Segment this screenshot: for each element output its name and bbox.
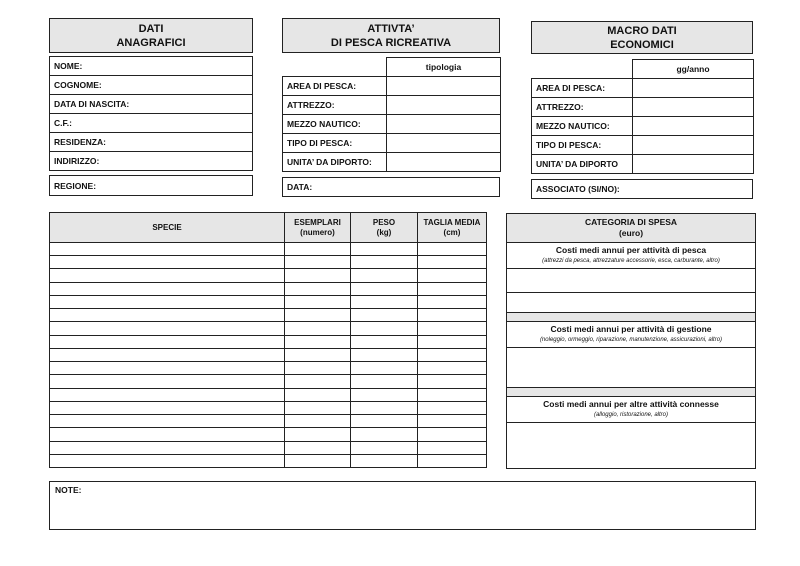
- taglia-cell[interactable]: [418, 375, 487, 388]
- taglia-cell[interactable]: [418, 362, 487, 375]
- associato-field[interactable]: ASSOCIATO (SI/NO):: [531, 179, 753, 199]
- note-box[interactable]: [49, 481, 756, 530]
- esemplari-column-header: [285, 213, 351, 243]
- esemplari-cell[interactable]: [285, 348, 351, 361]
- taglia-cell[interactable]: [418, 348, 487, 361]
- taglia-label: TAGLIA MEDIA: [423, 217, 481, 227]
- esemplari-cell[interactable]: [285, 282, 351, 295]
- peso-cell[interactable]: [351, 282, 418, 295]
- peso-cell[interactable]: [351, 295, 418, 308]
- peso-cell[interactable]: [351, 375, 418, 388]
- data-field[interactable]: DATA:: [282, 177, 500, 197]
- specie-cell[interactable]: [50, 401, 285, 414]
- peso-cell[interactable]: [351, 454, 418, 467]
- table-row: [50, 362, 487, 375]
- taglia-cell[interactable]: [418, 256, 487, 269]
- esemplari-cell[interactable]: [285, 256, 351, 269]
- esemplari-cell[interactable]: [285, 415, 351, 428]
- costi-gestione-input[interactable]: [507, 348, 755, 387]
- peso-cell[interactable]: [351, 309, 418, 322]
- peso-cell[interactable]: [351, 362, 418, 375]
- peso-cell[interactable]: [351, 428, 418, 441]
- taglia-cell[interactable]: [418, 322, 487, 335]
- macro-attrezzo-input[interactable]: [633, 98, 754, 117]
- peso-cell[interactable]: [351, 256, 418, 269]
- costs-panel: [506, 213, 756, 469]
- table-row: [50, 415, 487, 428]
- peso-label: PESO: [372, 217, 396, 227]
- taglia-cell[interactable]: [418, 388, 487, 401]
- costi-altre-subtitle: (alloggio, ristorazione, altro): [593, 412, 669, 418]
- attivita-attrezzo-label: ATTREZZO:: [283, 96, 387, 115]
- macro-tipo-label: TIPO DI PESCA:: [532, 136, 633, 155]
- peso-column-header: [351, 213, 418, 243]
- peso-unit: (kg): [376, 227, 392, 237]
- attivita-blank-corner: [283, 58, 387, 77]
- esemplari-cell[interactable]: [285, 335, 351, 348]
- esemplari-cell[interactable]: [285, 441, 351, 454]
- esemplari-cell[interactable]: [285, 454, 351, 467]
- specie-cell[interactable]: [50, 415, 285, 428]
- species-table-body: [50, 243, 487, 468]
- costs-header-title: CATEGORIA DI SPESA: [584, 217, 678, 227]
- esemplari-unit: (numero): [300, 227, 335, 237]
- attivita-attrezzo-input[interactable]: [387, 96, 501, 115]
- dati-anagrafici-title-line1: DATI: [138, 22, 164, 35]
- dati-anagrafici-header: [49, 18, 253, 53]
- esemplari-cell[interactable]: [285, 375, 351, 388]
- costi-altre-heading: [507, 397, 755, 423]
- esemplari-cell[interactable]: [285, 309, 351, 322]
- attivita-title-line1: ATTIVTA’: [367, 22, 415, 35]
- specie-cell[interactable]: [50, 256, 285, 269]
- specie-cell[interactable]: [50, 295, 285, 308]
- table-row: [50, 309, 487, 322]
- costi-gestione-heading: [507, 322, 755, 348]
- specie-cell[interactable]: [50, 335, 285, 348]
- taglia-cell[interactable]: [418, 441, 487, 454]
- taglia-cell[interactable]: [418, 415, 487, 428]
- taglia-cell[interactable]: [418, 269, 487, 282]
- macro-area-label: AREA DI PESCA:: [532, 79, 633, 98]
- macro-area-input[interactable]: [633, 79, 754, 98]
- table-row: [50, 454, 487, 467]
- table-row: [50, 401, 487, 414]
- nome-field[interactable]: NOME:: [50, 57, 253, 76]
- residenza-field[interactable]: RESIDENZA:: [50, 133, 253, 152]
- indirizzo-field[interactable]: INDIRIZZO:: [50, 152, 253, 171]
- data-nascita-field[interactable]: DATA DI NASCITA:: [50, 95, 253, 114]
- costi-gestione-subtitle: (noleggio, ormeggio, riparazione, manutenzione, assicurazioni, altro): [539, 337, 723, 343]
- macro-mezzo-label: MEZZO NAUTICO:: [532, 117, 633, 136]
- macro-tipo-input[interactable]: [633, 136, 754, 155]
- taglia-cell[interactable]: [418, 454, 487, 467]
- dati-anagrafici-title-line2: ANAGRAFICI: [116, 36, 186, 49]
- attivita-title-line2: DI PESCA RICREATIVA: [330, 36, 452, 49]
- table-row: [50, 282, 487, 295]
- peso-cell[interactable]: [351, 269, 418, 282]
- esemplari-cell[interactable]: [285, 388, 351, 401]
- attivita-unita-input[interactable]: [387, 153, 501, 172]
- specie-cell[interactable]: [50, 309, 285, 322]
- specie-cell[interactable]: [50, 348, 285, 361]
- attivita-tipo-input[interactable]: [387, 134, 501, 153]
- table-row: [50, 322, 487, 335]
- taglia-cell[interactable]: [418, 401, 487, 414]
- taglia-column-header: [418, 213, 487, 243]
- taglia-cell[interactable]: [418, 282, 487, 295]
- attivita-mezzo-label: MEZZO NAUTICO:: [283, 115, 387, 134]
- gg-anno-header: gg/anno: [633, 60, 754, 79]
- table-row: [50, 388, 487, 401]
- macro-header: [531, 21, 753, 54]
- peso-cell[interactable]: [351, 441, 418, 454]
- attivita-area-input[interactable]: [387, 77, 501, 96]
- specie-cell[interactable]: [50, 322, 285, 335]
- esemplari-cell[interactable]: [285, 428, 351, 441]
- peso-cell[interactable]: [351, 401, 418, 414]
- specie-label: SPECIE: [152, 222, 182, 232]
- macro-unita-input[interactable]: [633, 155, 754, 174]
- tipologia-header: tipologia: [387, 58, 501, 77]
- esemplari-cell[interactable]: [285, 295, 351, 308]
- specie-cell[interactable]: [50, 428, 285, 441]
- esemplari-cell[interactable]: [285, 322, 351, 335]
- species-table: [49, 212, 487, 468]
- esemplari-cell[interactable]: [285, 401, 351, 414]
- table-row: [50, 243, 487, 256]
- costi-gestione-title: Costi medi annui per attività di gestione: [550, 324, 712, 334]
- table-row: [50, 375, 487, 388]
- peso-cell[interactable]: [351, 335, 418, 348]
- costi-pesca-title: Costi medi annui per attività di pesca: [555, 245, 707, 255]
- taglia-cell[interactable]: [418, 295, 487, 308]
- table-row: [50, 269, 487, 282]
- attivita-unita-label: UNITA’ DA DIPORTO:: [283, 153, 387, 172]
- attivita-area-label: AREA DI PESCA:: [283, 77, 387, 96]
- macro-attrezzo-label: ATTREZZO:: [532, 98, 633, 117]
- specie-cell[interactable]: [50, 282, 285, 295]
- costs-divider-1: [507, 312, 755, 322]
- specie-cell[interactable]: [50, 269, 285, 282]
- macro-title-line2: ECONOMICI: [610, 38, 674, 51]
- attivita-table: [282, 57, 501, 172]
- esemplari-label: ESEMPLARI: [294, 217, 341, 227]
- peso-cell[interactable]: [351, 348, 418, 361]
- regione-field[interactable]: REGIONE:: [49, 175, 253, 196]
- macro-title-line1: MACRO DATI: [607, 24, 677, 37]
- table-row: [50, 348, 487, 361]
- specie-cell[interactable]: [50, 454, 285, 467]
- esemplari-cell[interactable]: [285, 269, 351, 282]
- costs-divider-2: [507, 387, 755, 397]
- taglia-cell[interactable]: [418, 335, 487, 348]
- peso-cell[interactable]: [351, 243, 418, 256]
- costi-pesca-input[interactable]: [507, 293, 755, 312]
- costi-pesca-section: [507, 243, 755, 293]
- table-row: [50, 295, 487, 308]
- esemplari-cell[interactable]: [285, 243, 351, 256]
- costi-pesca-heading: [507, 243, 755, 269]
- costs-header: [507, 214, 755, 243]
- codice-fiscale-field[interactable]: C.F.:: [50, 114, 253, 133]
- taglia-cell[interactable]: [418, 309, 487, 322]
- costi-altre-input[interactable]: [507, 423, 755, 461]
- peso-cell[interactable]: [351, 322, 418, 335]
- attivita-mezzo-input[interactable]: [387, 115, 501, 134]
- taglia-cell[interactable]: [418, 243, 487, 256]
- cognome-field[interactable]: COGNOME:: [50, 76, 253, 95]
- specie-cell[interactable]: [50, 375, 285, 388]
- macro-table: [531, 59, 754, 174]
- macro-blank-corner: [532, 60, 633, 79]
- specie-cell[interactable]: [50, 243, 285, 256]
- specie-cell[interactable]: [50, 362, 285, 375]
- taglia-unit: (cm): [443, 227, 461, 237]
- macro-unita-label: UNITA’ DA DIPORTO: [532, 155, 633, 174]
- peso-cell[interactable]: [351, 415, 418, 428]
- taglia-cell[interactable]: [418, 428, 487, 441]
- specie-cell[interactable]: [50, 441, 285, 454]
- table-row: [50, 256, 487, 269]
- attivita-tipo-label: TIPO DI PESCA:: [283, 134, 387, 153]
- table-row: [50, 428, 487, 441]
- costs-header-unit: (euro): [618, 228, 644, 238]
- macro-mezzo-input[interactable]: [633, 117, 754, 136]
- table-row: [50, 441, 487, 454]
- specie-column-header: [50, 213, 285, 243]
- attivita-header: [282, 18, 500, 53]
- note-label: NOTE:: [55, 485, 82, 495]
- table-row: [50, 335, 487, 348]
- peso-cell[interactable]: [351, 388, 418, 401]
- esemplari-cell[interactable]: [285, 362, 351, 375]
- costi-altre-title: Costi medi annui per altre attività connesse: [543, 399, 719, 409]
- costi-pesca-subtitle: (attrezzi da pesca, attrezzature accessorie, esca, carburante, altro): [542, 258, 720, 264]
- dati-anagrafici-table: [49, 56, 253, 171]
- specie-cell[interactable]: [50, 388, 285, 401]
